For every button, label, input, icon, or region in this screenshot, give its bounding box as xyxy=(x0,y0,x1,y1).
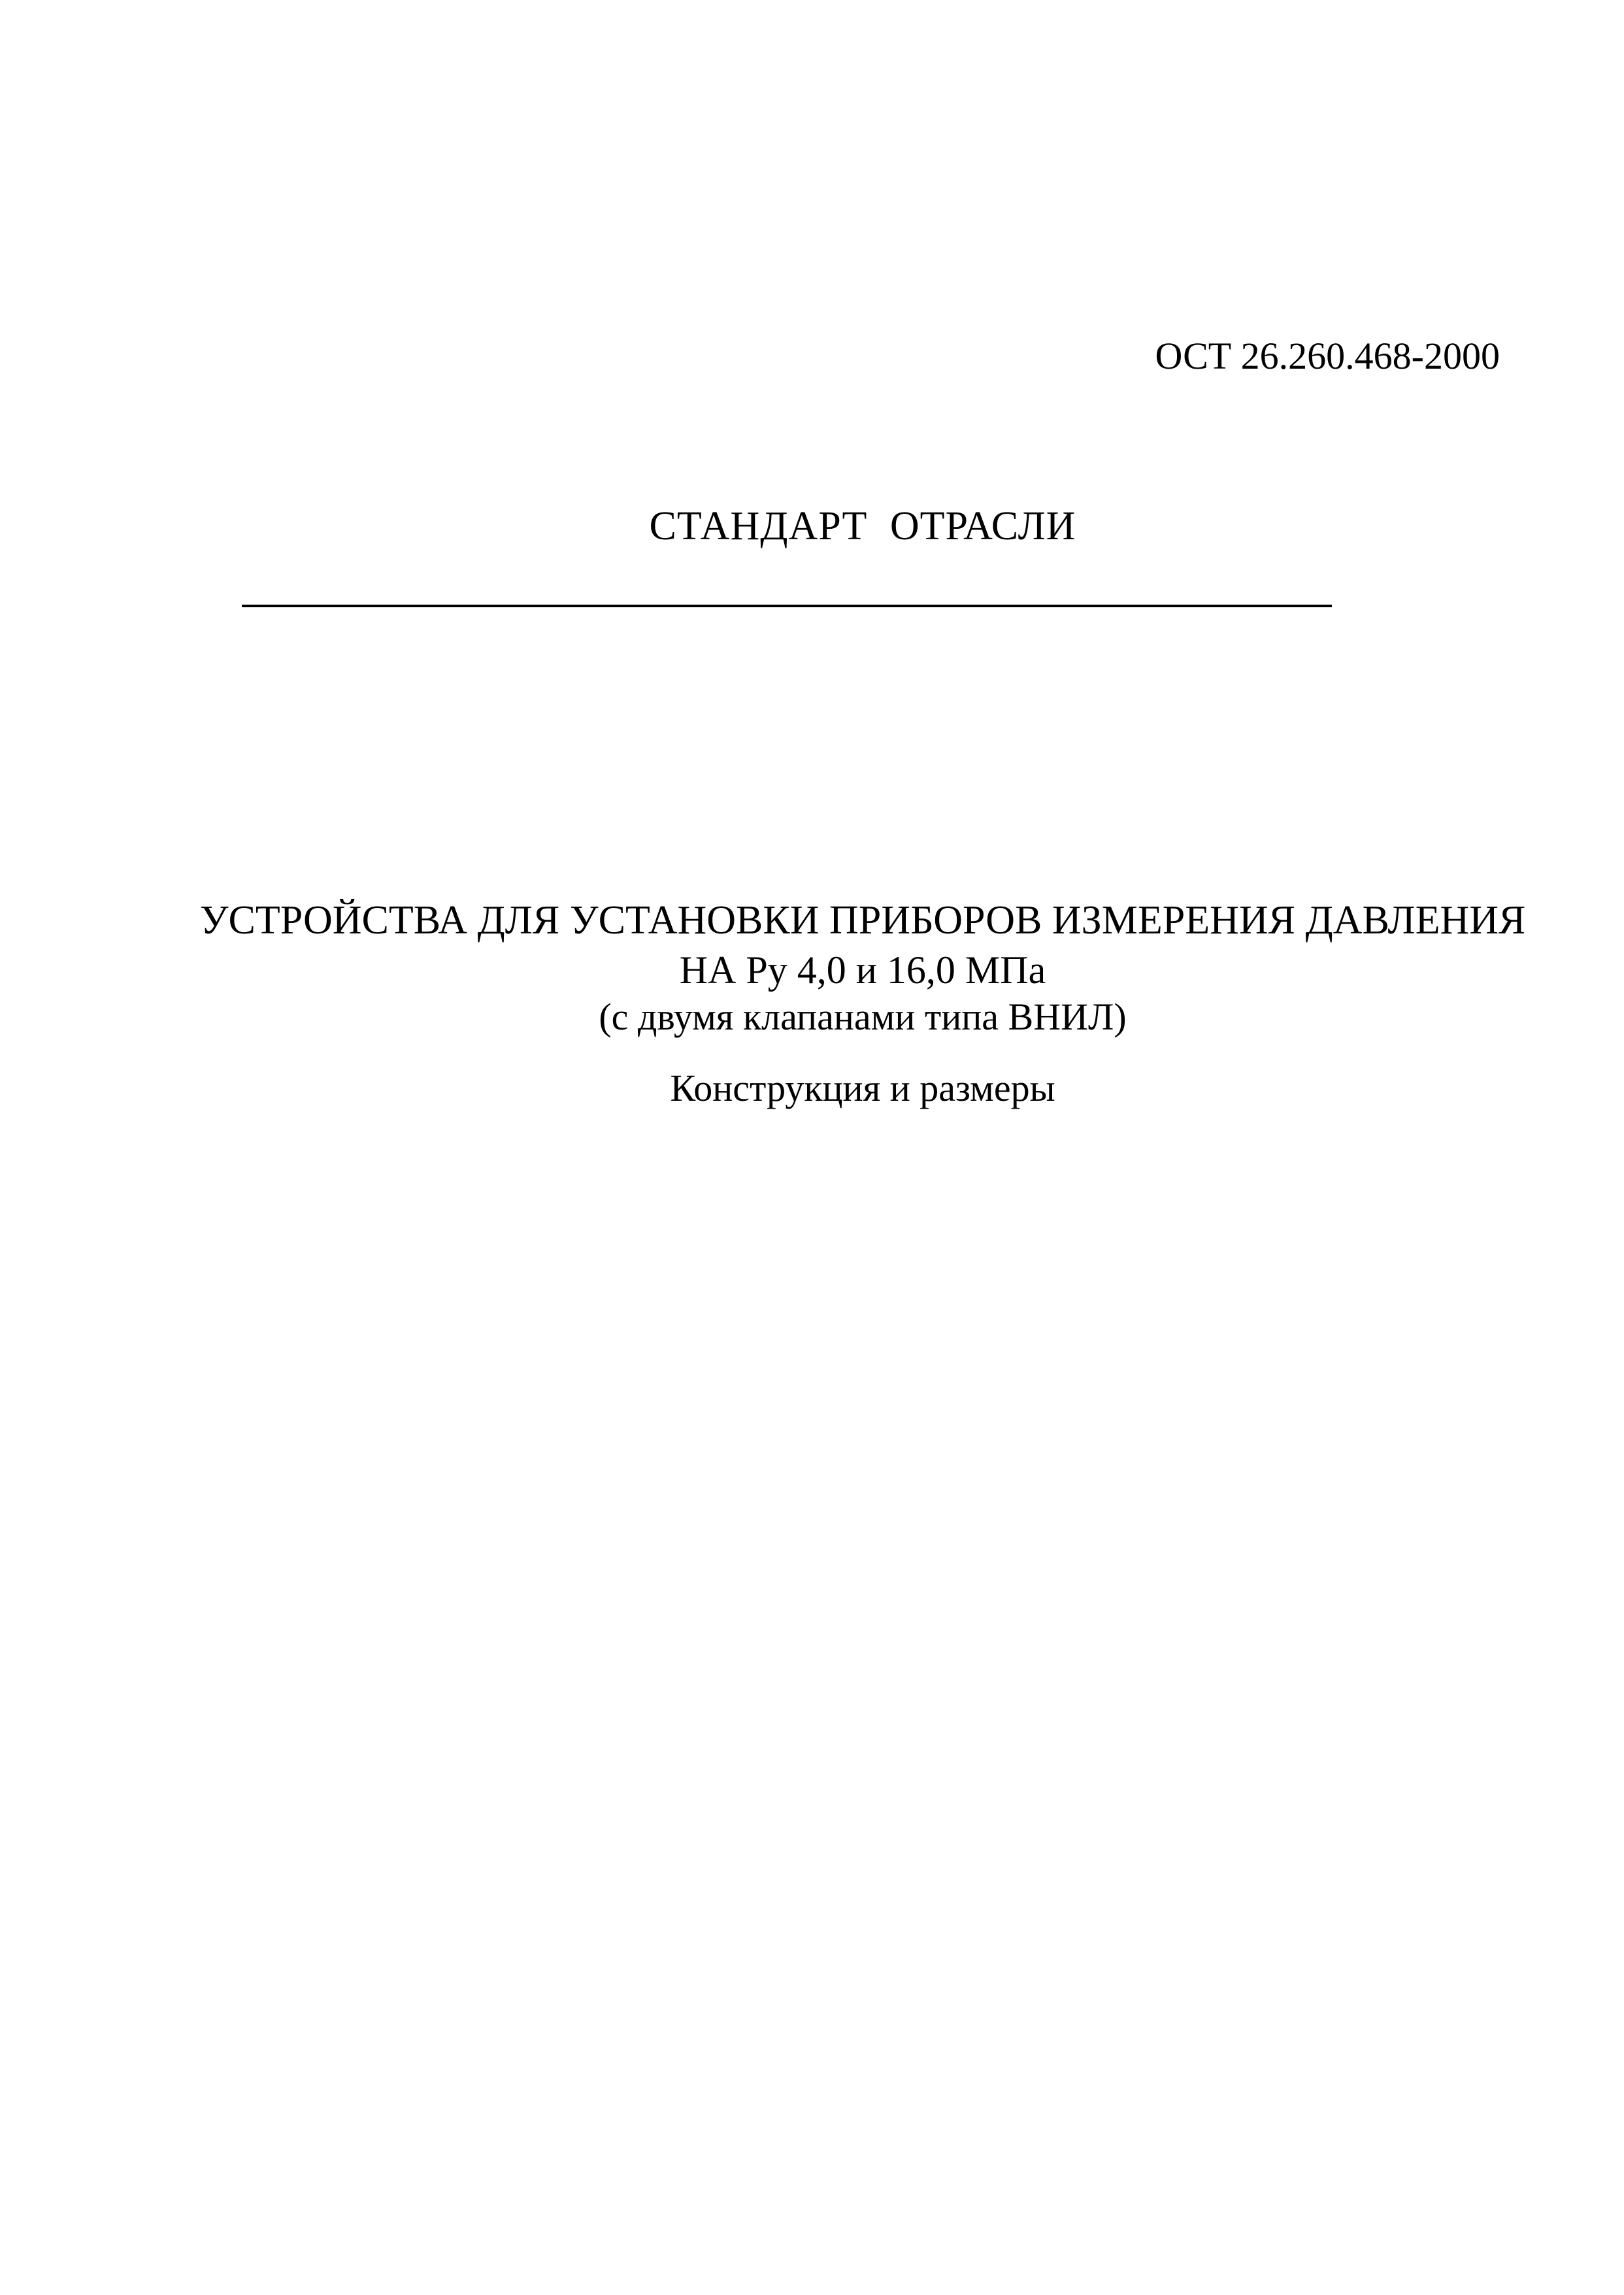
document-title xyxy=(0,894,1624,1041)
document-subtitle: Конструкция и размеры xyxy=(670,1067,1055,1109)
title-line-pressure: НА Ру 4,0 и 16,0 МПа xyxy=(679,948,1046,992)
standard-label: СТАНДАРТ ОТРАСЛИ xyxy=(649,504,1076,548)
header-divider xyxy=(242,605,1332,607)
title-line-main: УСТРОЙСТВА ДЛЯ УСТАНОВКИ ПРИБОРОВ ИЗМЕРЕНИЯ ДАВЛЕНИЯ xyxy=(199,898,1526,943)
title-line-valves: (с двумя клапанами типа ВНИЛ) xyxy=(599,996,1127,1038)
document-number: ОСТ 26.260.468-2000 xyxy=(1155,335,1500,377)
